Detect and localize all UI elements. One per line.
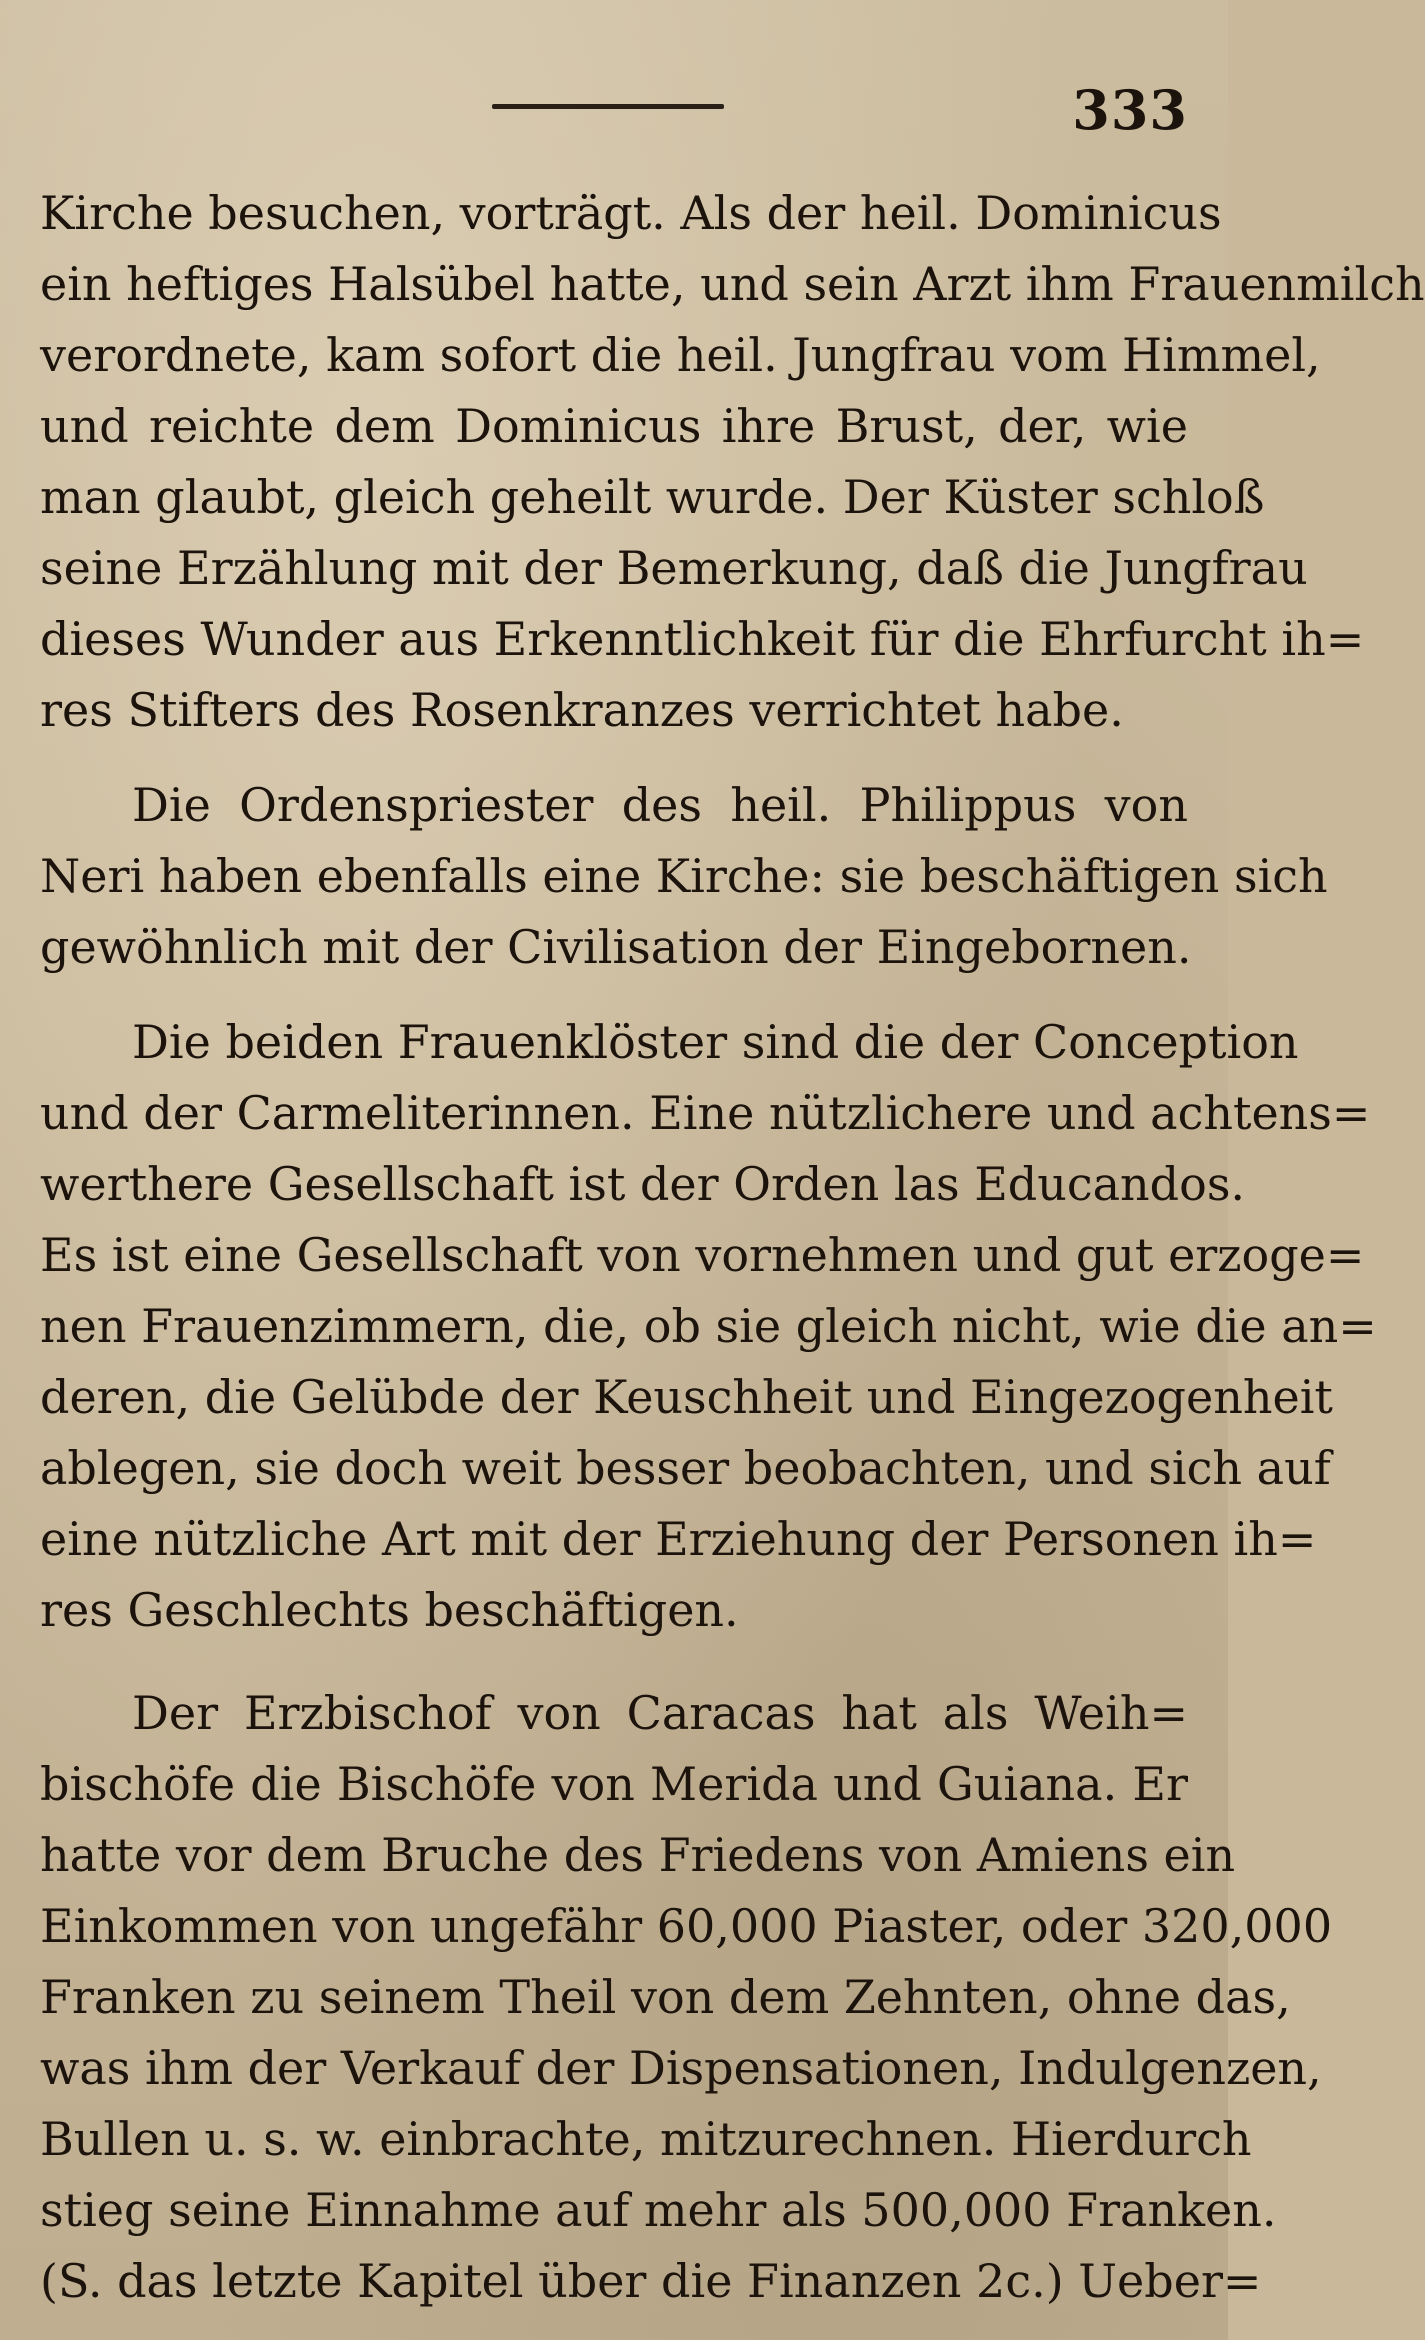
text-line: was ihm der Verkauf der Dispensationen, Indulgenzen, <box>40 2041 1322 2095</box>
text-line: Einkommen von ungefähr 60,000 Piaster, oder 320,000 <box>40 1899 1333 1953</box>
paragraph <box>40 1678 1333 2317</box>
text-line: Franken zu seinem Theil von dem Zehnten, ohne das, <box>40 1970 1291 2024</box>
text-line: werthere Gesellschaft ist der Orden las Educandos. <box>40 1157 1246 1211</box>
text-line: seine Erzählung mit der Bemerkung, daß die Jungfrau <box>40 541 1308 595</box>
text-line: stieg seine Einnahme auf mehr als 500,000 Franken. <box>40 2183 1277 2237</box>
text-line: verordnete, kam sofort die heil. Jungfrau vom Himmel, <box>40 328 1321 382</box>
paragraph <box>40 770 1328 983</box>
text-line: gewöhnlich mit der Civilisation der Eingebornen. <box>40 920 1192 974</box>
header-rule <box>492 104 724 109</box>
text-line: Neri haben ebenfalls eine Kirche: sie beschäftigen sich <box>40 849 1328 903</box>
text-line: res Stifters des Rosenkranzes verrichtet habe. <box>40 683 1124 737</box>
text-line: Der Erzbischof von Caracas hat als Weih= <box>132 1686 1188 1740</box>
text-line: Die Ordenspriester des heil. Philippus von <box>132 778 1188 832</box>
page-number: 333 <box>1072 78 1188 142</box>
text-line: Die beiden Frauenklöster sind die der Conception <box>132 1015 1299 1069</box>
text-line: ablegen, sie doch weit besser beobachten, und sich auf <box>40 1441 1331 1495</box>
text-line: ein heftiges Halsübel hatte, und sein Arzt ihm Frauenmilch <box>40 257 1425 311</box>
text-line: hatte vor dem Bruche des Friedens von Amiens ein <box>40 1828 1236 1882</box>
body-text <box>40 178 1425 2317</box>
text-line: Bullen u. s. w. einbrachte, mitzurechnen. Hierdurch <box>40 2112 1252 2166</box>
text-line: res Geschlechts beschäftigen. <box>40 1583 739 1637</box>
text-line: (S. das letzte Kapitel über die Finanzen 2c.) Ueber= <box>40 2254 1262 2308</box>
text-line: Kirche besuchen, vorträgt. Als der heil. Dominicus <box>40 186 1222 240</box>
text-line: dieses Wunder aus Erkenntlichkeit für die Ehrfurcht ih= <box>40 612 1365 666</box>
text-line: eine nützliche Art mit der Erziehung der Personen ih= <box>40 1512 1317 1566</box>
text-line: bischöfe die Bischöfe von Merida und Guiana. Er <box>40 1757 1188 1811</box>
text-line: Es ist eine Gesellschaft von vornehmen und gut erzoge= <box>40 1228 1365 1282</box>
paragraph <box>40 178 1425 746</box>
text-line: und der Carmeliterinnen. Eine nützlichere und achtens= <box>40 1086 1371 1140</box>
text-line: und reichte dem Dominicus ihre Brust, der, wie <box>40 399 1188 453</box>
text-line: man glaubt, gleich geheilt wurde. Der Küster schloß <box>40 470 1265 524</box>
text-line: nen Frauenzimmern, die, ob sie gleich nicht, wie die an= <box>40 1299 1377 1353</box>
text-line: deren, die Gelübde der Keuschheit und Eingezogenheit <box>40 1370 1333 1424</box>
paragraph <box>40 1007 1377 1646</box>
